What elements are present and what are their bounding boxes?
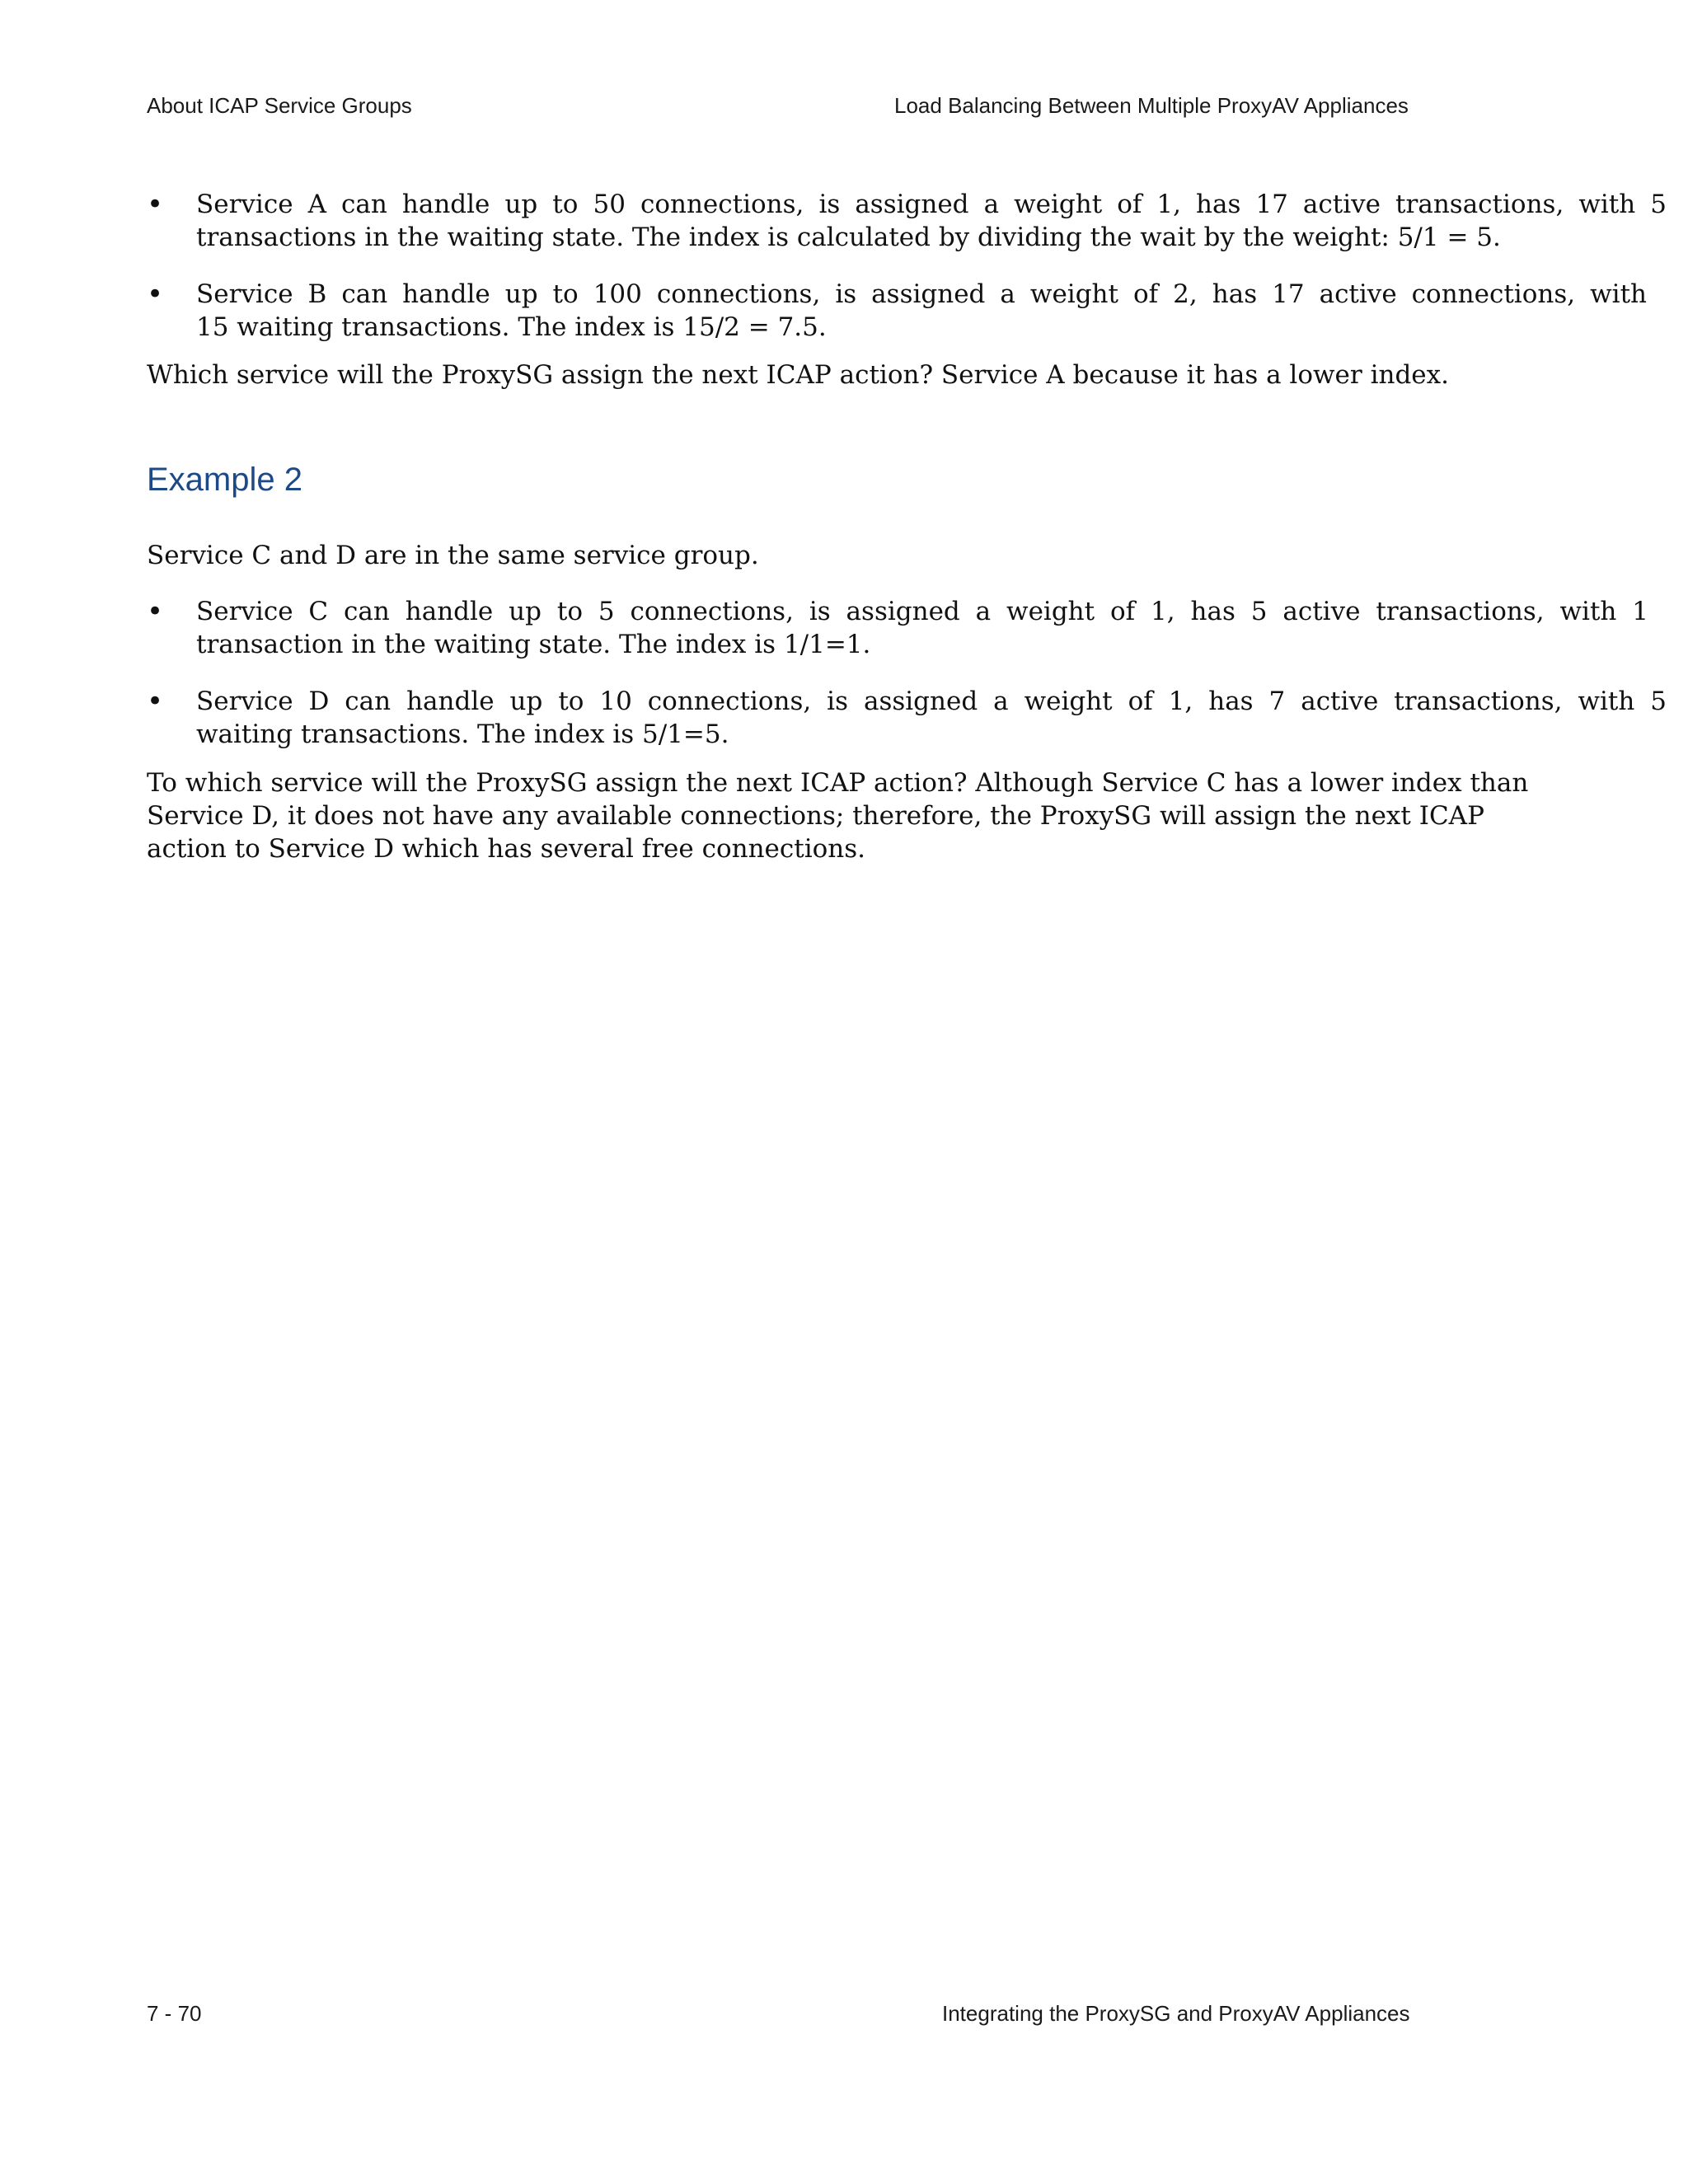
bullet-icon: • [147, 278, 164, 311]
example2-intro: Service C and D are in the same service group. [147, 541, 759, 570]
list-item-line: Service D can handle up to 10 connections, is assigned a weight of 1, has 7 active transactions, with 5 [196, 687, 1667, 716]
running-header-section: About ICAP Service Groups [147, 93, 412, 118]
list-item-line: Service C can handle up to 5 connections, is assigned a weight of 1, has 5 active transactions, with 1 [196, 597, 1648, 626]
bullet-icon: • [147, 188, 164, 221]
running-header-topic: Load Balancing Between Multiple ProxyAV Appliances [894, 93, 1409, 118]
paragraph-line: Service D, it does not have any available connections; therefore, the ProxySG will assign the next ICAP [147, 801, 1484, 831]
section-heading-example-2: Example 2 [147, 462, 302, 498]
list-item-text [196, 685, 1667, 751]
list-item-text [196, 188, 1667, 254]
example1-conclusion: Which service will the ProxySG assign the next ICAP action? Service A because it has a lower index. [147, 360, 1449, 390]
running-footer-title: Integrating the ProxySG and ProxyAV Appliances [942, 2001, 1410, 2026]
list-item-line: transaction in the waiting state. The index is 1/1=1. [196, 630, 871, 659]
list-item-line: transactions in the waiting state. The index is calculated by dividing the wait by the weight: 5/1 = 5. [196, 223, 1501, 252]
paragraph-line: To which service will the ProxySG assign the next ICAP action? Although Service C has a lower index than [147, 768, 1529, 798]
example2-conclusion [147, 766, 1630, 865]
page-number: 7 - 70 [147, 2001, 202, 2026]
bullet-icon: • [147, 685, 164, 718]
list-item-line: waiting transactions. The index is 5/1=5. [196, 719, 729, 749]
bullet-icon: • [147, 595, 164, 628]
paragraph-line: action to Service D which has several free connections. [147, 834, 866, 864]
list-item-line: Service B can handle up to 100 connections, is assigned a weight of 2, has 17 active connections, with [196, 279, 1647, 309]
list-item-line: Service A can handle up to 50 connections, is assigned a weight of 1, has 17 active transactions, with 5 [196, 190, 1667, 219]
list-item-line: 15 waiting transactions. The index is 15/2 = 7.5. [196, 312, 827, 342]
list-item-text [196, 278, 1647, 344]
list-item-text [196, 595, 1648, 661]
